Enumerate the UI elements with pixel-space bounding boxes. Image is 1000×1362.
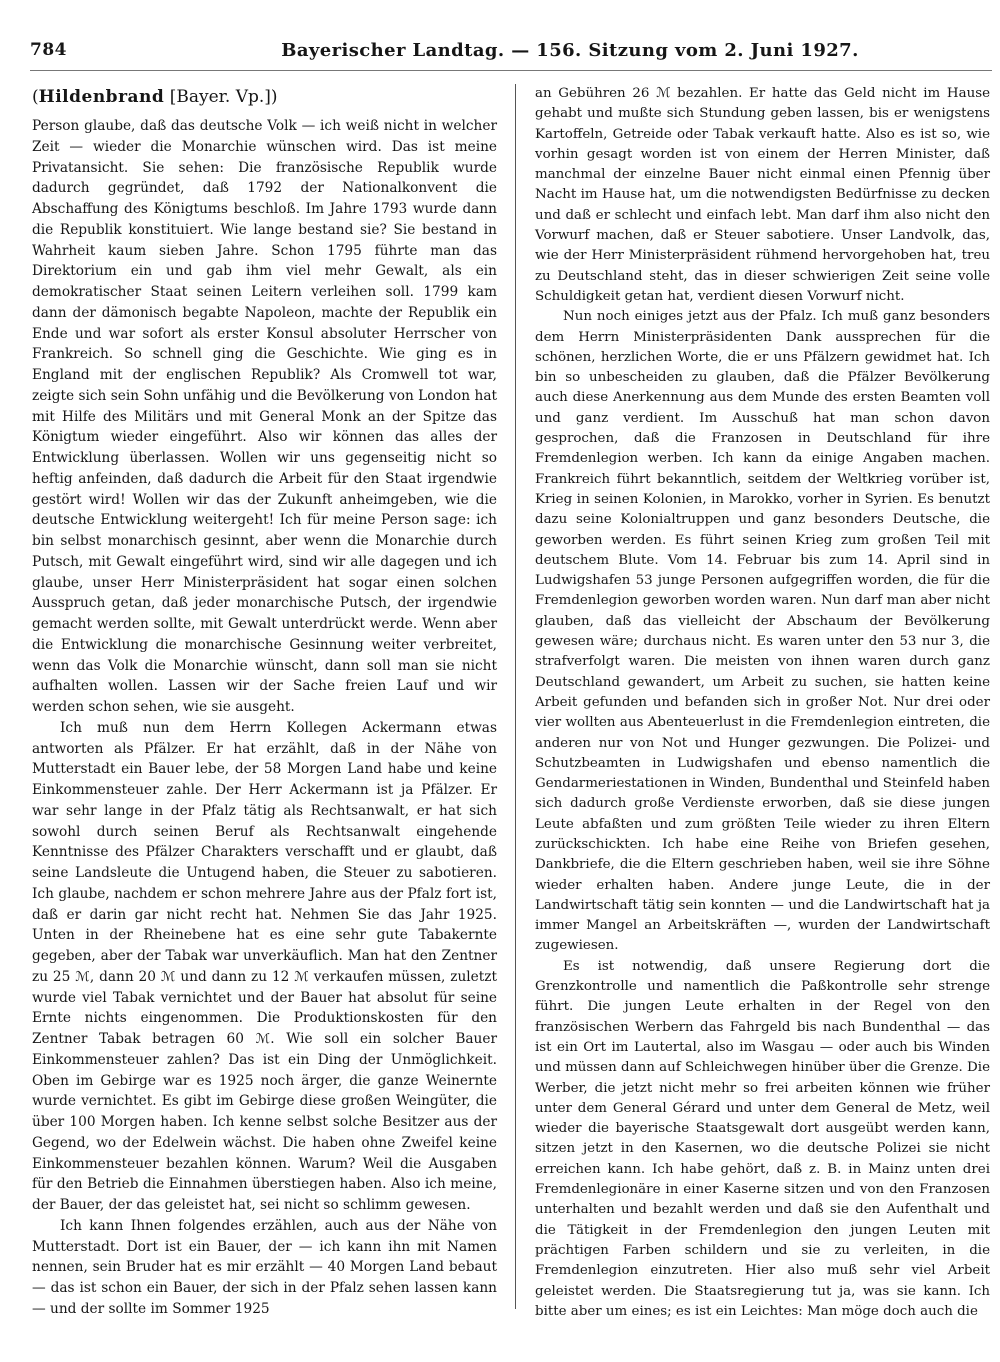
column-divider: [515, 84, 516, 1309]
right-column: [535, 84, 990, 1322]
speaker-name: Hildenbrand: [38, 87, 165, 107]
running-title: Bayerischer Landtag. — 156. Sitzung vom 2. Juni 1927.: [281, 40, 859, 61]
left-column: [32, 84, 497, 1320]
paragraph: Es ist notwendig, daß unsere Regierung dort die Grenzkontrolle und namentlich die Paßkontrolle sehr strenge führt. Die jungen Leute erhalten in der Regel von den französischen Werbern das Fahrgeld bis nach Bundenthal — das ist ein Ort im Lautertal, also im Wasgau — oder auch bis Winden und müssen dann auf Schleichwegen hinüber über die Grenze. Die Werber, die jetzt nicht mehr so frei arbeiten können wie früher unter dem General Gérard und unter dem General de Metz, weil wieder die bayerische Staatsgewalt dort ausgeübt werden kann, sitzen jetzt in den Kasernen, wo die deutsche Polizei sie nicht erreichen kann. Ich habe gehört, daß z. B. in Mainz unten drei Fremdenlegionäre in einer Kaserne sitzen und von den Franzosen unterhalten und bezahlt werden und daß sie den Aufenthalt und die Tätigkeit in der Fremdenlegion den jungen Leuten mit prächtigen Farben schildern und sie zu verleiten, in die Fremdenlegion einzutreten. Hier also muß sehr viel Arbeit geleistet werden. Die Staatsregierung tut ja, was sie kann. Ich bitte aber um eines; es ist ein Leichtes: Man möge doch auch die: [535, 958, 990, 1319]
paragraph: Ich kann Ihnen folgendes erzählen, auch aus der Nähe von Mutterstadt. Dort ist ein Bauer, der — ich kann ihn mit Namen nennen, sein Bruder hat es mir erzählt — 40 Morgen Land bebaut — das ist schon ein Bauer, der sich in der Pfalz sehen lassen kann — und der sollte im Sommer 1925: [32, 1217, 497, 1317]
paragraph: an Gebühren 26 ℳ bezahlen. Er hatte das Geld nicht im Hause gehabt und mußte sich Stundung geben lassen, bis er wenigstens Kartoffeln, Getreide oder Tabak verkauft hatte. Also es ist so, wie vorhin gesagt worden ist von einem der Herren Minister, daß manchmal der einzelne Bauer nicht einmal einen Pfennig über Nacht im Hause hat, um die notwendigsten Bedürfnisse zu decken und daß er schlecht und einfach lebt. Man darf ihm also nicht den Vorwurf machen, daß er Steuer sabotiere. Unser Landvolk, das, wie der Herr Ministerpräsident rühmend hervorgehoben hat, treu zu Deutschland steht, das in dieser schwierigen Zeit seine volle Schuldigkeit getan hat, verdient diesen Vorwurf nicht.: [535, 86, 990, 304]
page-number: 784: [30, 40, 67, 60]
speaker-party: [Bayer. Vp.]: [169, 87, 271, 107]
paragraph: Ich muß nun dem Herrn Kollegen Ackermann etwas antworten als Pfälzer. Er hat erzählt, daß in der Nähe von Mutterstadt ein Bauer lebe, der 58 Morgen Land habe und keine Einkommensteuer zahle. Der Herr Ackermann ist ja Pfälzer. Er war sehr lange in der Pfalz tätig als Rechtsanwalt, er hat sich sowohl durch seinen Beruf als Rechtsanwalt eingehende Kenntnisse des Pfälzer Charakters verschafft und er glaubt, daß seine Landsleute die Untugend haben, die Steuer zu sabotieren. Ich glaube, nachdem er schon mehrere Jahre aus der Pfalz fort ist, daß er darin gar nicht recht hat. Nehmen Sie das Jahr 1925. Unten in der Rheinebene hat es eine sehr gute Tabakernte gegeben, aber der Tabak war unverkäuflich. Man hat den Zentner zu 25 ℳ, dann 20 ℳ und dann zu 12 ℳ verkaufen müssen, zuletzt wurde viel Tabak vernichtet und der Bauer hat absolut für seine Ernte nichts eingenommen. Die Produktionskosten für den Zentner Tabak betragen 60 ℳ. Wie soll ein solcher Bauer Einkommensteuer zahlen? Das ist ein Ding der Unmöglichkeit. Oben im Gebirge war es 1925 noch ärger, die ganze Weinernte wurde vernichtet. Es gibt im Gebirge diese großen Weingüter, die über 100 Morgen haben. Ich kenne selbst solche Besitzer aus der Gegend, wo der Edelwein wächst. Die haben ohne Zweifel keine Einkommensteuer bezahlen können. Warum? Weil die Ausgaben für den Betrieb die Einnahmen überstiegen haben. Also ich meine, der Bauer, der das geleistet hat, sei nicht so schlimm gewesen.: [32, 719, 497, 1213]
paragraph: Nun noch einiges jetzt aus der Pfalz. Ich muß ganz besonders dem Herrn Ministerpräsidenten Dank aussprechen für die schönen, herzlichen Worte, die er uns Pfälzern gewidmet hat. Ich bin so unbescheiden zu glauben, daß die Pfälzer Bevölkerung auch diese Anerkennung aus dem Munde des ersten Beamten voll und ganz verdient. Im Ausschuß hat man schon davon gesprochen, daß die Franzosen in Deutschland für ihre Fremdenlegion werben. Ich kann da einige Angaben machen. Frankreich führt bekanntlich, seitdem der Weltkrieg vorüber ist, Krieg in seinen Kolonien, in Marokko, vorher in Syrien. Es benutzt dazu seine Kolonialtruppen und ganz besonders Deutsche, die geworben werden. Es führt seinen Krieg zum großen Teil mit deutschem Blute. Vom 14. Februar bis zum 14. April sind in Ludwigshafen 53 junge Personen aufgegriffen worden, die für die Fremdenlegion geworben worden waren. Nun darf man aber nicht glauben, daß das vielleicht der Abschaum der Bevölkerung gewesen wäre; durchaus nicht. Es waren unter den 53 nur 3, die strafverfolgt waren. Die meisten von ihnen waren durch ganz Deutschland gewandert, um Arbeit zu suchen, sie hatten keine Arbeit gefunden und befanden sich in großer Not. Nur drei oder vier wollten aus Abenteuerlust in die Fremdenlegion eintreten, die anderen nur von Not und Hunger gezwungen. Die Polizei- und Schutzbeamten in Ludwigshafen und ebenso namentlich die Gendarmeriestationen in Winden, Bundenthal und Steinfeld haben sich dadurch große Verdienste erworben, daß sie diese jungen Leute abfaßten und zum größten Teile wieder zu ihren Eltern zurückschickten. Ich habe eine Reihe von Briefen gesehen, Dankbriefe, die die Eltern geschrieben haben, weil sie ihre Söhne wieder erhalten haben. Andere junge Leute, die in der Landwirtschaft tätig sein konnten — und die Landwirtschaft hat ja immer Mangel an Arbeitskräften —, wurden der Landwirtschaft zugewiesen.: [535, 309, 990, 954]
speaker-heading: (Hildenbrand [Bayer. Vp.]): [32, 87, 278, 107]
header-rule: [30, 70, 992, 71]
paragraph: Person glaube, daß das deutsche Volk — ich weiß nicht in welcher Zeit — wieder die Monarchie wünschen wird. Das ist meine Privatansicht. Sie sehen: Die französische Republik wurde dadurch gegründet, daß 1792 der Nationalkonvent die Abschaffung des Königtums beschloß. Im Jahre 1793 wurde dann die Republik konstituiert. Wie lange bestand sie? Sie bestand in Wahrheit kaum sieben Jahre. Schon 1795 führte man das Direktorium ein und gab ihm viel mehr Gewalt, als ein demokratischer Staat seinen Leitern verleihen soll. 1799 kam dann der dämonisch begabte Napoleon, machte der Republik ein Ende und war sofort als erster Konsul absoluter Herrscher von Frankreich. So schnell ging die Geschichte. Wie ging es in England mit der englischen Republik? Als Cromwell tot war, zeigte sich sein Sohn unfähig und die Bevölkerung von London hat mit Hilfe des Militärs und mit General Monk an der Spitze das Königtum wieder eingeführt. Also wir können das alles der Entwicklung überlassen. Wollen wir uns gegenseitig nicht so heftig anfeinden, daß dadurch die Arbeit für den Staat irgendwie gestört wird! Wollen wir das der Zukunft anheimgeben, wie die deutsche Entwicklung weitergeht! Ich für meine Person sage: ich bin selbst monarchisch gesinnt, aber wenn die Monarchie durch Putsch, mit Gewalt eingeführt wird, sind wir alle dagegen und ich glaube, unser Herr Ministerpräsident hat sogar einen solchen Ausspruch getan, daß jeder monarchische Putsch, der irgendwie gemacht werden sollte, mit Gewalt unterdrückt werde. Wenn aber die Entwicklung die monarchische Gesinnung weiter verbreitet, wenn das Volk die Monarchie wünscht, dann soll man sie nicht aufhalten wollen. Lassen wir der Sache freien Lauf und wir werden schon sehen, wie sie ausgeht.: [32, 118, 497, 715]
page-header: [30, 40, 990, 66]
